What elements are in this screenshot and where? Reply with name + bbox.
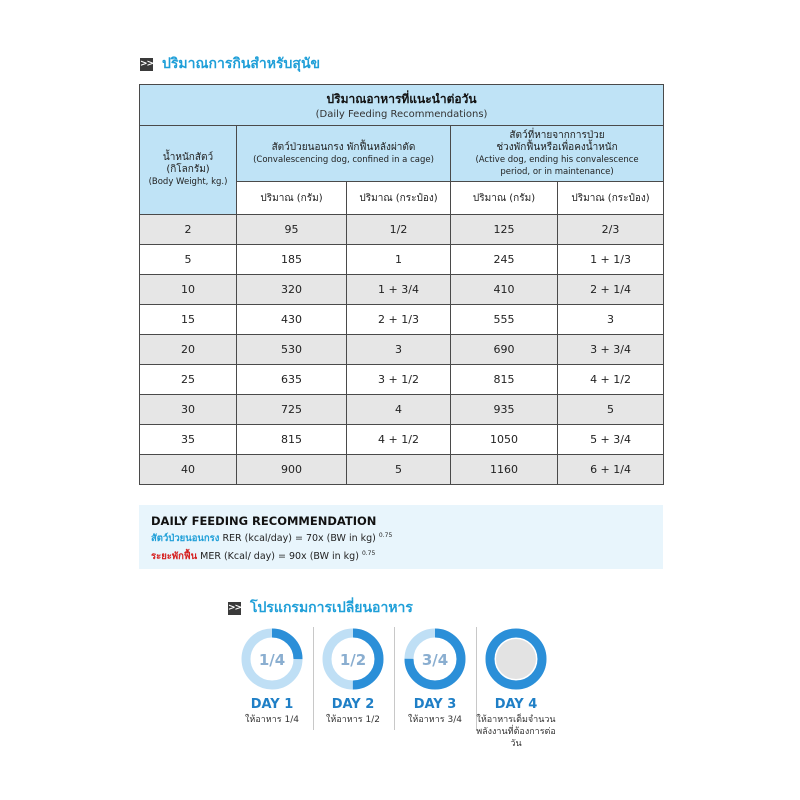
unit-header: ปริมาณ (กระป๋อง) (347, 182, 451, 215)
unit-header: ปริมาณ (กรัม) (451, 182, 558, 215)
group1-en: (Convalescencing dog, confined in a cage) (253, 154, 434, 165)
formula-line-mer (151, 549, 375, 564)
value-cell: 5 (558, 395, 664, 425)
value-cell: 815 (451, 365, 558, 395)
value-cell: 635 (237, 365, 347, 395)
weight-cell: 30 (140, 395, 237, 425)
group2-th1: สัตว์ที่หายจากการป่วย (509, 129, 605, 141)
table-row (140, 335, 664, 365)
weight-cell: 5 (140, 245, 237, 275)
mer-text: MER (Kcal/ day) = 90x (BW in kg) (197, 551, 362, 562)
value-cell: 245 (451, 245, 558, 275)
day-2-block (313, 627, 393, 726)
value-cell: 3 + 1/2 (347, 365, 451, 395)
weight-cell: 20 (140, 335, 237, 365)
value-cell: 95 (237, 215, 347, 245)
value-cell: 1 (347, 245, 451, 275)
progress-ring-icon (484, 627, 548, 691)
table-row (140, 395, 664, 425)
day-label: DAY 4 (494, 697, 538, 712)
value-cell: 1160 (451, 455, 558, 485)
day-desc (313, 714, 393, 726)
value-cell: 5 (347, 455, 451, 485)
ring-center (496, 639, 536, 679)
value-cell: 725 (237, 395, 347, 425)
day-desc-line2: พลังงานที่ต้องการต่อวัน (476, 727, 556, 749)
day-desc-line1: ให้อาหาร 3/4 (408, 715, 462, 725)
value-cell: 2 + 1/4 (558, 275, 664, 305)
weight-header-en: (Body Weight, kg.) (148, 177, 228, 187)
mer-label: ระยะพักฟื้น (151, 551, 198, 562)
value-cell: 2/3 (558, 215, 664, 245)
progress-ring-icon (240, 627, 304, 691)
value-cell: 935 (451, 395, 558, 425)
day-label: DAY 3 (413, 697, 457, 712)
table-row (140, 425, 664, 455)
weight-cell: 2 (140, 215, 237, 245)
value-cell: 410 (451, 275, 558, 305)
weight-cell: 25 (140, 365, 237, 395)
value-cell: 1 + 3/4 (347, 275, 451, 305)
group1-header (237, 126, 451, 182)
formula-box (139, 505, 663, 569)
double-chevron-icon: >> (140, 58, 154, 69)
group2-header (451, 126, 664, 182)
mer-exponent: 0.75 (361, 549, 376, 557)
weight-cell: 40 (140, 455, 237, 485)
rer-label: สัตว์ป่วยนอนกรง (151, 533, 220, 544)
value-cell: 530 (237, 335, 347, 365)
table-title-th: ปริมาณอาหารที่แนะนำต่อวัน (326, 92, 477, 106)
weight-cell: 35 (140, 425, 237, 455)
section-title: ปริมาณการกินสำหรับสุนัข (162, 56, 321, 72)
value-cell: 4 (347, 395, 451, 425)
value-cell: 815 (237, 425, 347, 455)
value-cell: 6 + 1/4 (558, 455, 664, 485)
day-3-block (395, 627, 475, 726)
progress-ring-icon (321, 627, 385, 691)
day-desc-line1: ให้อาหาร 1/4 (245, 715, 299, 725)
value-cell: 1/2 (347, 215, 451, 245)
section-header-transition (228, 597, 413, 619)
section-header-feeding (140, 53, 320, 75)
day-desc-line1: ให้อาหารเต็มจำนวน (476, 715, 556, 725)
table-row (140, 365, 664, 395)
value-cell: 185 (237, 245, 347, 275)
value-cell: 4 + 1/2 (347, 425, 451, 455)
value-cell: 3 + 3/4 (558, 335, 664, 365)
table-row (140, 305, 664, 335)
weight-header-unit: (กิโลกรัม) (166, 164, 210, 175)
day-label: DAY 1 (250, 697, 294, 712)
unit-header: ปริมาณ (กรัม) (237, 182, 347, 215)
value-cell: 5 + 3/4 (558, 425, 664, 455)
day-desc-line1: ให้อาหาร 1/2 (326, 715, 380, 725)
weight-header-th: น้ำหนักสัตว์ (162, 152, 214, 163)
value-cell: 2 + 1/3 (347, 305, 451, 335)
value-cell: 320 (237, 275, 347, 305)
table-title-en: (Daily Feeding Recommendations) (315, 109, 488, 120)
value-cell: 900 (237, 455, 347, 485)
fraction-label: 1/4 (258, 651, 286, 669)
group2-en2: period, or in maintenance) (500, 166, 614, 177)
day-label: DAY 2 (331, 697, 375, 712)
value-cell: 1 + 1/3 (558, 245, 664, 275)
value-cell: 125 (451, 215, 558, 245)
fraction-label: 3/4 (421, 651, 449, 669)
formula-title: DAILY FEEDING RECOMMENDATION (151, 514, 377, 528)
day-desc (232, 714, 312, 726)
weight-cell: 10 (140, 275, 237, 305)
day-desc (476, 714, 556, 750)
table-body (140, 215, 664, 485)
table-row (140, 455, 664, 485)
section-title: โปรแกรมการเปลี่ยนอาหาร (250, 600, 413, 616)
unit-header: ปริมาณ (กระป๋อง) (558, 182, 664, 215)
table-title (140, 85, 664, 126)
group2-en1: (Active dog, ending his convalescence (475, 154, 639, 165)
value-cell: 430 (237, 305, 347, 335)
rer-text: RER (kcal/day) = 70x (BW in kg) (219, 533, 379, 544)
day-1-block (232, 627, 312, 726)
table-row (140, 245, 664, 275)
day-desc (395, 714, 475, 726)
value-cell: 690 (451, 335, 558, 365)
group2-th2: ช่วงพักฟื้นหรือเพื่อคงน้ำหนัก (496, 141, 618, 153)
table-row (140, 215, 664, 245)
weight-cell: 15 (140, 305, 237, 335)
weight-header (140, 126, 237, 215)
value-cell: 4 + 1/2 (558, 365, 664, 395)
value-cell: 3 (347, 335, 451, 365)
feeding-table (139, 84, 664, 485)
group1-th: สัตว์ป่วยนอนกรง พักฟื้นหลังผ่าตัด (271, 141, 416, 153)
rer-exponent: 0.75 (378, 531, 393, 539)
formula-line-rer (151, 531, 392, 546)
day-4-block (476, 627, 556, 750)
value-cell: 555 (451, 305, 558, 335)
double-chevron-icon: >> (228, 602, 242, 613)
fraction-label: 1/2 (339, 651, 367, 669)
progress-ring-icon (403, 627, 467, 691)
table-row (140, 275, 664, 305)
value-cell: 3 (558, 305, 664, 335)
value-cell: 1050 (451, 425, 558, 455)
